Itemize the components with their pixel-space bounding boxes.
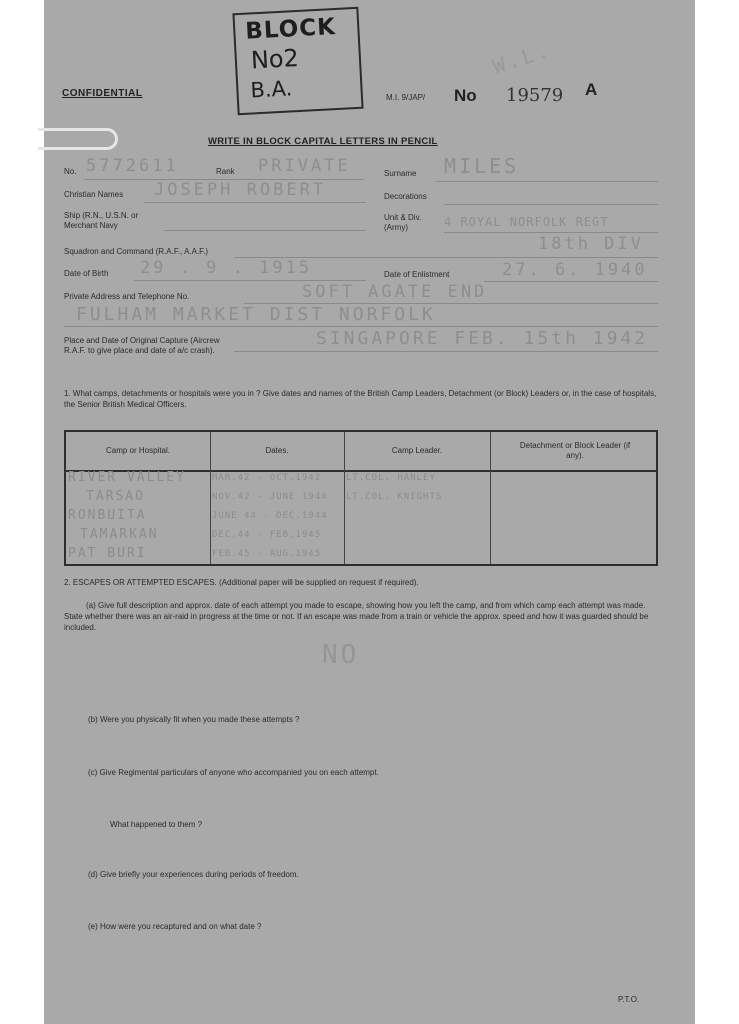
unit-label: Unit & Div. (Army) (384, 213, 422, 232)
question-2a-answer: NO (322, 640, 360, 670)
dob-value: 29 . 9 . 1915 (140, 258, 313, 278)
table-row (66, 470, 656, 489)
col-camp: Camp or Hospital. (105, 446, 171, 455)
row-dates: NOV.42 - JUNE 1944 (212, 492, 328, 502)
stamp-line-3: B.A. (249, 76, 293, 103)
address-line-1: SOFT AGATE END (302, 282, 488, 302)
question-2c-text: (c) Give Regimental particulars of anyone who accompanied you on each attempt. (88, 768, 379, 777)
no-field-label: No. (64, 167, 77, 176)
question-1-text: 1. What camps, detachments or hospitals were you in ? Give dates and names of the British Camp Leaders, Detachment (or Block) Leaders or, in the case of hospitals, the Senior British Medical Officers. (64, 389, 657, 409)
decorations-label: Decorations (384, 192, 427, 201)
rank-field-value: PRIVATE (258, 156, 351, 176)
christian-names-label: Christian Names (64, 190, 124, 199)
christian-names-value: JOSEPH ROBERT (154, 180, 327, 200)
no-field-value: 5772611 (86, 156, 179, 176)
row-camp: TAMARKAN (80, 527, 159, 542)
no-label: No (454, 86, 477, 105)
ref-label: M.I. 9/JAP/ (386, 93, 426, 102)
table-row (66, 489, 656, 508)
document-number: 19579 (506, 85, 564, 106)
table-row (66, 546, 656, 565)
document-suffix: A (585, 80, 598, 99)
stamp-line-1: BLOCK (244, 13, 337, 45)
question-2a-text: (a) Give full description and approx. date of each attempt you made to escape, showing how you left the camp, and from which camp each attempt was made. State whether there was an air-raid in progress at the time or not. If an escape was made from a train or vehicle the approx. speed and how it was guarded should be included. (64, 601, 649, 632)
col-camp-leader: Camp Leader. (391, 446, 443, 455)
block-stamp (232, 7, 363, 115)
capture-label: Place and Date of Original Capture (Aircrew R.A.F. to give place and date of a/c crash). (64, 336, 220, 355)
address-line-2: FULHAM MARKET DIST NORFOLK (76, 304, 436, 325)
table-row (66, 527, 656, 546)
binder-ring (38, 128, 118, 150)
address-label: Private Address and Telephone No. (64, 292, 190, 301)
instruction-heading: WRITE IN BLOCK CAPITAL LETTERS IN PENCIL (208, 136, 438, 147)
ship-label: Ship (R.N., U.S.N. or Merchant Navy (64, 211, 139, 230)
question-2d-text: (d) Give briefly your experiences during periods of freedom. (88, 870, 299, 879)
table-row (66, 508, 656, 527)
pto-label: P.T.O. (618, 995, 640, 1004)
unit-value: 4 ROYAL NORFOLK REGT (444, 215, 609, 229)
row-camp: PAT BURI (68, 546, 147, 561)
capture-value: SINGAPORE FEB. 15th 1942 (316, 328, 649, 349)
row-dates: DEC.44 - FEB.1945 (212, 530, 322, 540)
pencil-mark: W.L. (489, 37, 555, 79)
row-dates: MAR.42 - OCT.1942 (212, 473, 322, 483)
confidential-label: CONFIDENTIAL (62, 88, 143, 99)
row-dates: JUNE 44 - DEC.1944 (212, 511, 328, 521)
question-2-title: 2. ESCAPES OR ATTEMPTED ESCAPES. (Additional paper will be supplied on request if required). (64, 578, 419, 587)
enlistment-value: 27. 6. 1940 (502, 260, 648, 280)
enlistment-label: Date of Enlistment (384, 270, 450, 279)
row-leader: LT.COL. KNIGHTS (346, 492, 443, 502)
question-2e-text: (e) How were you recaptured and on what date ? (88, 922, 262, 931)
dob-label: Date of Birth (64, 269, 109, 278)
form-sheet (44, 0, 695, 1024)
rank-field-label: Rank (216, 167, 235, 176)
camps-table (64, 430, 658, 566)
row-camp: RONBUITA (68, 508, 147, 523)
stamp-line-2: No2 (250, 43, 300, 75)
division-value: 18th DIV (538, 234, 644, 254)
surname-field-value: MILES (444, 154, 520, 178)
col-detachment: Detachment or Block Leader (if any). (519, 441, 631, 460)
row-camp: RIVER VALLEY (68, 470, 186, 485)
question-2b-text: (b) Were you physically fit when you made these attempts ? (88, 715, 300, 724)
surname-field-label: Surname (384, 169, 417, 178)
col-dates: Dates. (265, 446, 289, 455)
row-leader: LT.COL. HANLEY (346, 473, 436, 483)
squadron-label: Squadron and Command (R.A.F., A.A.F.) (64, 247, 209, 256)
row-camp: TARSAO (86, 489, 145, 504)
row-dates: FEB.45 - AUG.1945 (212, 549, 322, 559)
question-2c-followup: What happened to them ? (110, 820, 203, 829)
